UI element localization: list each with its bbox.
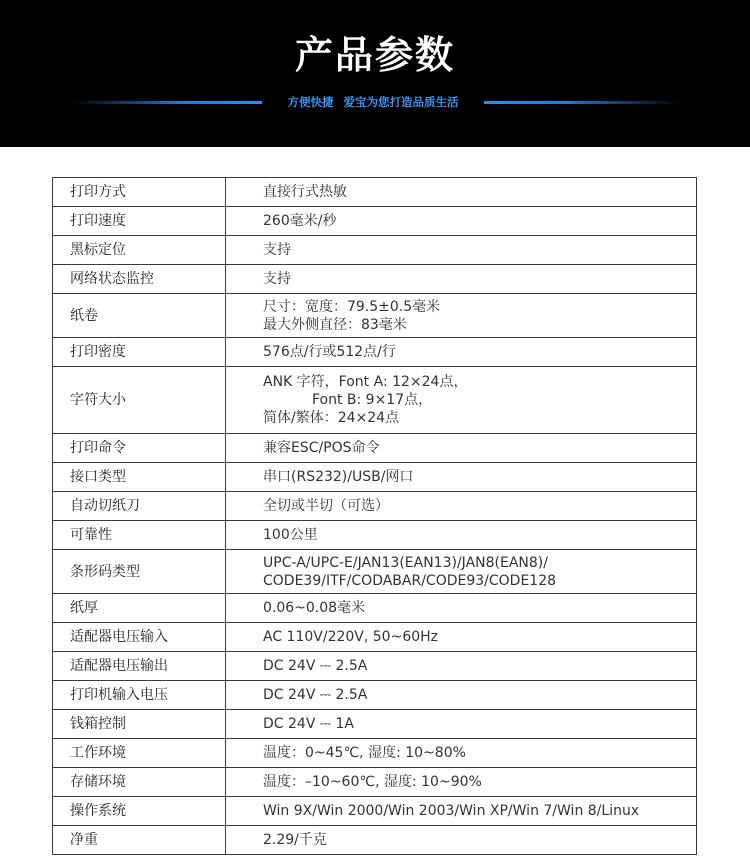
spec-value bbox=[226, 826, 697, 855]
spec-row bbox=[53, 594, 697, 623]
spec-value-line: 最大外侧直径：83毫米 bbox=[263, 316, 407, 333]
spec-value bbox=[226, 710, 697, 739]
spec-label: 网络状态监控 bbox=[53, 265, 226, 294]
spec-value-line: Font B: 9×17点， bbox=[263, 392, 433, 408]
spec-value bbox=[226, 492, 697, 521]
spec-label: 打印方式 bbox=[53, 178, 226, 207]
spec-value-line: Win 9X/Win 2000/Win 2003/Win XP/Win 7/Win 8/Linux bbox=[263, 803, 640, 819]
spec-label: 打印密度 bbox=[53, 338, 226, 367]
spec-row bbox=[53, 550, 697, 594]
spec-value bbox=[226, 681, 697, 710]
spec-label: 打印命令 bbox=[53, 434, 226, 463]
spec-label: 黑标定位 bbox=[53, 236, 226, 265]
spec-label: 钱箱控制 bbox=[53, 710, 226, 739]
spec-label: 适配器电压输出 bbox=[53, 652, 226, 681]
spec-value-line: 串口(RS232)/USB/网口 bbox=[263, 469, 414, 485]
spec-row bbox=[53, 739, 697, 768]
spec-label: 打印速度 bbox=[53, 207, 226, 236]
spec-value-line: 兼容ESC/POS命令 bbox=[263, 440, 380, 456]
spec-value-line: 576点/行或512点/行 bbox=[263, 344, 396, 360]
spec-row bbox=[53, 463, 697, 492]
spec-value-line: 2.29/千克 bbox=[263, 832, 327, 848]
spec-row bbox=[53, 492, 697, 521]
spec-label: 纸卷 bbox=[53, 294, 226, 338]
spec-value-line: DC 24V ⎓ 1A bbox=[263, 716, 354, 732]
spec-value-line: 温度：–10~60℃, 湿度: 10~90% bbox=[263, 774, 482, 790]
spec-value-line: 支持 bbox=[263, 242, 291, 258]
spec-label: 纸厚 bbox=[53, 594, 226, 623]
spec-value bbox=[226, 652, 697, 681]
spec-value-line: 尺寸：宽度：79.5±0.5毫米 bbox=[263, 298, 441, 315]
spec-value-line: 简体/繁体：24×24点 bbox=[263, 410, 400, 426]
spec-row bbox=[53, 797, 697, 826]
spec-value bbox=[226, 207, 697, 236]
spec-value-line: 260毫米/秒 bbox=[263, 213, 337, 229]
spec-label: 操作系统 bbox=[53, 797, 226, 826]
spec-label: 字符大小 bbox=[53, 367, 226, 434]
spec-row bbox=[53, 681, 697, 710]
spec-value bbox=[226, 294, 697, 338]
spec-value bbox=[226, 463, 697, 492]
spec-value-line: 直接行式热敏 bbox=[263, 184, 347, 200]
spec-value-line: DC 24V ⎓ 2.5A bbox=[263, 687, 368, 703]
spec-row bbox=[53, 826, 697, 855]
header-banner bbox=[0, 0, 750, 147]
spec-value-line: AC 110V/220V, 50~60Hz bbox=[263, 629, 439, 645]
spec-value bbox=[226, 434, 697, 463]
spec-row bbox=[53, 265, 697, 294]
spec-label: 自动切纸刀 bbox=[53, 492, 226, 521]
spec-label: 条形码类型 bbox=[53, 550, 226, 594]
spec-row bbox=[53, 236, 697, 265]
spec-value-line: DC 24V ⎓ 2.5A bbox=[263, 658, 368, 674]
spec-row bbox=[53, 207, 697, 236]
spec-label: 净重 bbox=[53, 826, 226, 855]
spec-value bbox=[226, 594, 697, 623]
spec-row bbox=[53, 178, 697, 207]
spec-value bbox=[226, 521, 697, 550]
spec-value bbox=[226, 236, 697, 265]
spec-row bbox=[53, 623, 697, 652]
spec-row bbox=[53, 652, 697, 681]
spec-value bbox=[226, 550, 697, 594]
spec-row bbox=[53, 521, 697, 550]
spec-table bbox=[52, 177, 697, 855]
spec-label: 接口类型 bbox=[53, 463, 226, 492]
spec-value bbox=[226, 623, 697, 652]
page-title: 产品参数 bbox=[294, 33, 455, 77]
spec-value bbox=[226, 178, 697, 207]
spec-value bbox=[226, 797, 697, 826]
slogan-left: 方便快捷 bbox=[287, 95, 334, 109]
spec-table-body bbox=[53, 178, 697, 855]
spec-value-line: 支持 bbox=[263, 271, 291, 287]
spec-value-line: 0.06~0.08毫米 bbox=[263, 600, 366, 616]
spec-value bbox=[226, 739, 697, 768]
spec-row bbox=[53, 710, 697, 739]
spec-row bbox=[53, 434, 697, 463]
spec-label: 打印机输入电压 bbox=[53, 681, 226, 710]
spec-value bbox=[226, 338, 697, 367]
slogan bbox=[262, 94, 484, 110]
spec-row bbox=[53, 768, 697, 797]
spec-row bbox=[53, 338, 697, 367]
spec-label: 工作环境 bbox=[53, 739, 226, 768]
spec-label: 适配器电压输入 bbox=[53, 623, 226, 652]
divider-line-left bbox=[72, 101, 262, 104]
spec-value-line: ANK 字符，Font A: 12×24点， bbox=[263, 374, 468, 390]
divider-line-right bbox=[484, 101, 680, 104]
spec-value-line: 全切或半切（可选） bbox=[263, 498, 389, 514]
spec-value-line: 100公里 bbox=[263, 527, 318, 543]
spec-value-line: UPC-A/UPC-E/JAN13(EAN13)/JAN8(EAN8)/ bbox=[263, 554, 548, 571]
spec-value bbox=[226, 265, 697, 294]
spec-value bbox=[226, 367, 697, 434]
spec-row bbox=[53, 294, 697, 338]
spec-label: 可靠性 bbox=[53, 521, 226, 550]
spec-value-line: CODE39/ITF/CODABAR/CODE93/CODE128 bbox=[263, 572, 557, 589]
spec-row bbox=[53, 367, 697, 434]
slogan-right: 爱宝为您打造品质生活 bbox=[343, 95, 459, 109]
spec-value bbox=[226, 768, 697, 797]
spec-label: 存储环境 bbox=[53, 768, 226, 797]
spec-value-line: 温度：0~45℃, 湿度: 10~80% bbox=[263, 745, 466, 761]
